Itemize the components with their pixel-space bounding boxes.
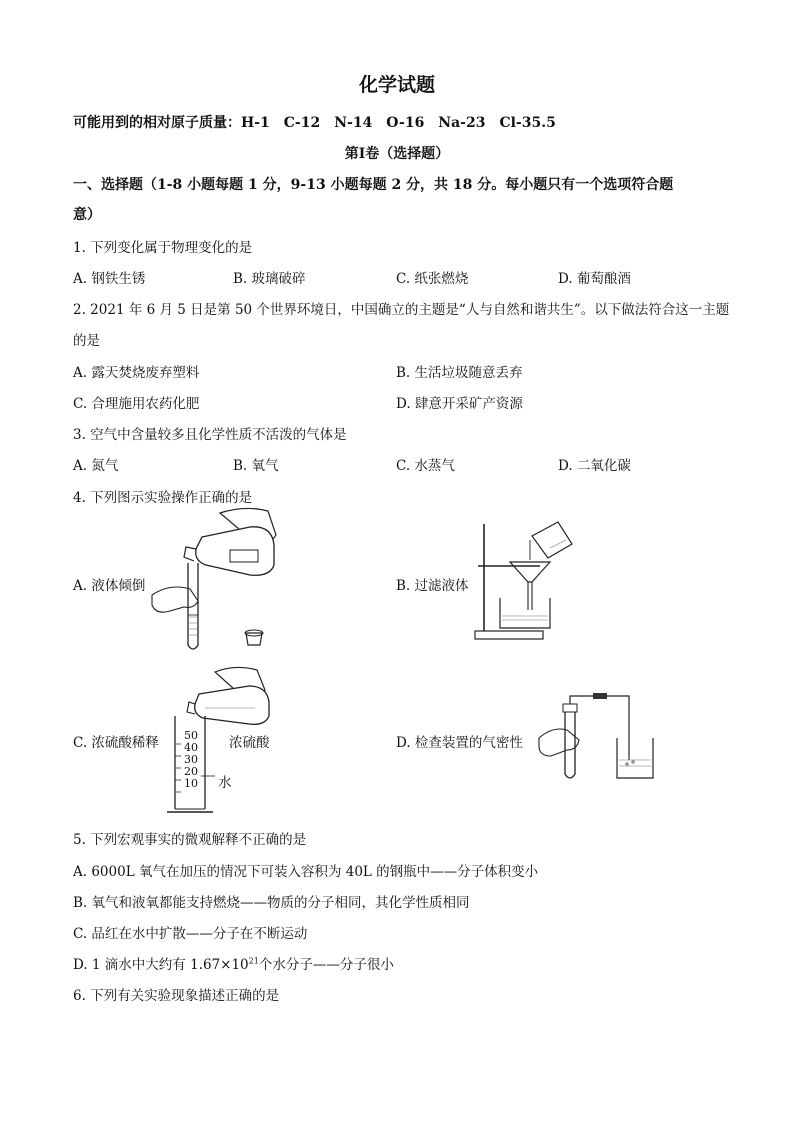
scale-50: 50 <box>184 729 198 742</box>
q2-option-c: C. 合理施用农药化肥 <box>73 396 200 412</box>
scale-40: 40 <box>184 741 198 754</box>
section-heading-line1: 一、选择题（1-8 小题每题 1 分，9-13 小题每题 2 分，共 18 分。每小题只有一个选项符合题 <box>73 177 674 193</box>
q4-option-b: B. 过滤液体 <box>396 578 469 594</box>
q3-option-d: D. 二氧化碳 <box>558 458 631 474</box>
q2-option-b: B. 生活垃圾随意丢弃 <box>396 365 523 381</box>
volume-heading: 第Ⅰ卷（选择题） <box>344 146 450 162</box>
filtration-figure <box>470 518 580 643</box>
q4-option-a: A. 液体倾倒 <box>73 578 146 594</box>
q3-option-c: C. 水蒸气 <box>396 458 455 474</box>
cylinder-scale <box>184 730 198 790</box>
q1-option-a: A. 钢铁生锈 <box>73 271 146 287</box>
q6-stem: 6. 下列有关实验现象描述正确的是 <box>73 988 280 1004</box>
scale-20: 20 <box>184 765 198 778</box>
q1-option-c: C. 纸张燃烧 <box>396 271 469 287</box>
q5-option-d-post: 个水分子——分子很小 <box>258 957 394 973</box>
q5-option-c: C. 品红在水中扩散——分子在不断运动 <box>73 926 308 942</box>
q5-option-d-pre: D. 1 滴水中大约有 1.67×10 <box>73 957 249 973</box>
q4-option-d: D. 检查装置的气密性 <box>396 735 523 751</box>
q2-option-d: D. 肆意开采矿产资源 <box>396 396 523 412</box>
airtightness-figure <box>537 690 662 785</box>
q1-stem: 1. 下列变化属于物理变化的是 <box>73 240 253 256</box>
acid-label: 浓硫酸 <box>229 735 270 751</box>
water-label: 水 <box>218 775 232 791</box>
q1-option-b: B. 玻璃破碎 <box>233 271 306 287</box>
section-heading-line2: 意） <box>73 207 101 223</box>
q4-stem: 4. 下列图示实验操作正确的是 <box>73 490 253 506</box>
q2-option-a: A. 露天焚烧废弃塑料 <box>73 365 200 381</box>
q5-option-d-exponent: 21 <box>248 956 259 966</box>
liquid-pouring-figure <box>150 505 285 655</box>
atomic-masses: 可能用到的相对原子质量：H-1 C-12 N-14 O-16 Na-23 Cl-35.5 <box>73 115 556 131</box>
page-title: 化学试题 <box>358 74 435 96</box>
q5-option-d <box>73 953 394 973</box>
q1-option-d: D. 葡萄酿酒 <box>558 271 631 287</box>
q5-stem: 5. 下列宏观事实的微观解释不正确的是 <box>73 832 307 848</box>
q3-stem: 3. 空气中含量较多且化学性质不活泼的气体是 <box>73 427 347 443</box>
q2-stem-line2: 的是 <box>73 333 100 349</box>
q5-option-b: B. 氧气和液氧都能支持燃烧——物质的分子相同，其化学性质相同 <box>73 895 470 911</box>
q4-option-c: C. 浓硫酸稀释 <box>73 735 159 751</box>
q3-option-a: A. 氮气 <box>73 458 119 474</box>
q2-stem-line1: 2. 2021 年 6 月 5 日是第 50 个世界环境日，中国确立的主题是“人与自然和谐共生”。以下做法符合这一主题 <box>73 302 730 318</box>
q5-option-a: A. 6000L 氧气在加压的情况下可装入容积为 40L 的钢瓶中——分子体积变小 <box>73 864 539 880</box>
q3-option-b: B. 氧气 <box>233 458 279 474</box>
scale-10: 10 <box>184 777 198 790</box>
scale-30: 30 <box>184 753 198 766</box>
